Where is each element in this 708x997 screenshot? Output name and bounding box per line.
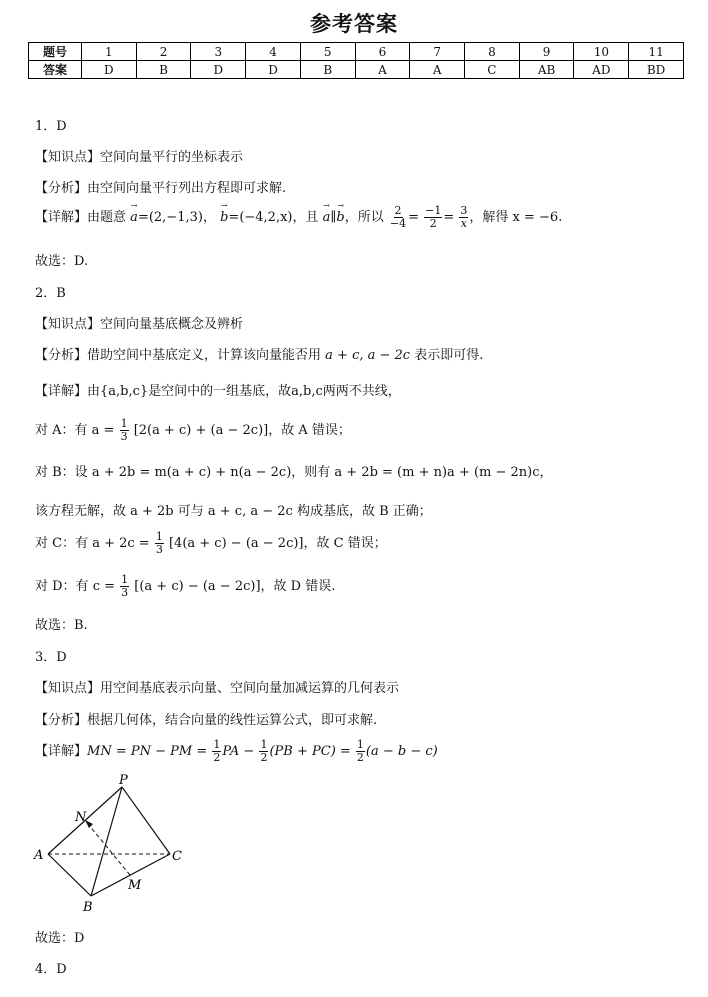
table-cell: D [246, 61, 301, 79]
table-cell: D [82, 61, 137, 79]
table-cell: BD [629, 61, 684, 79]
answer-table [28, 42, 684, 79]
q2-option-a: 对 A：有 a = $\frac{1}{3}$ [2(a + c) + (a − 2c)]，故 A 错误； [35, 417, 351, 443]
table-cell: 3 [191, 43, 246, 61]
label-m: M [128, 878, 142, 893]
table-cell: 9 [519, 43, 574, 61]
table-cell: B [300, 61, 355, 79]
q2-analysis: 【分析】借助空间中基底定义，计算该向量能否用 a + c, a − 2c 表示即可得. [35, 348, 484, 363]
fraction: $\frac{2}{-4}$ [389, 204, 407, 230]
fraction: $\frac{1}{2}$ [260, 738, 268, 764]
table-header-number: 题号 [29, 43, 82, 61]
q2-option-b: 对 B：设 a + 2b = m(a + c) + n(a − 2c)，则有 a + 2b = (m + n)a + (m − 2n)c， [35, 465, 553, 480]
table-cell: 7 [410, 43, 465, 61]
fraction: $\frac{3}{x}$ [460, 204, 468, 230]
table-row-numbers [29, 43, 684, 61]
q1-knowledge: 【知识点】空间向量平行的坐标表示 [35, 150, 244, 165]
q3-header: 3．D [35, 650, 67, 665]
table-cell: 1 [82, 43, 137, 61]
table-cell: 11 [629, 43, 684, 61]
table-cell: 6 [355, 43, 410, 61]
q2-option-d: 对 D：有 c = $\frac{1}{3}$ [(a + c) − (a − 2c)]，故 D 错误. [35, 573, 336, 599]
table-cell: AD [574, 61, 629, 79]
q4-header: 4．D [35, 962, 67, 977]
table-row-answers [29, 61, 684, 79]
table-cell: 8 [465, 43, 520, 61]
table-cell: A [355, 61, 410, 79]
table-cell: C [465, 61, 520, 79]
label-n: N [75, 810, 87, 825]
table-cell: A [410, 61, 465, 79]
table-cell: 4 [246, 43, 301, 61]
fraction: $\frac{1}{3}$ [120, 417, 128, 443]
tetrahedron-figure [33, 774, 193, 916]
q3-conclusion: 故选：D [35, 931, 85, 946]
table-cell: 5 [300, 43, 355, 61]
table-cell: 10 [574, 43, 629, 61]
fraction: $\frac{-1}{2}$ [425, 204, 442, 230]
fraction: $\frac{1}{3}$ [121, 573, 129, 599]
table-cell: B [136, 61, 191, 79]
label-a: A [34, 848, 44, 863]
q3-detail: 【详解】MN = PN − PM = $\frac{1}{2}$ PA − $\frac{1}{2}$ (PB + PC) = $\frac{1}{2}$ (a − b − c) [35, 738, 438, 764]
q1-detail: 【详解】由题意 → a=(2,−1,3)， → b=(−4,2,x)，且 → a∥→ b，所以 $\frac{2}{-4}$ = $\frac{-1}{2}$ = $\frac{3}{x}$ ，解得 x = −6. [35, 205, 562, 230]
q1-header: 1．D [35, 119, 67, 134]
q2-knowledge: 【知识点】空间向量基底概念及辨析 [35, 317, 244, 332]
q1-analysis: 【分析】由空间向量平行列出方程即可求解. [35, 181, 287, 196]
fraction: $\frac{1}{2}$ [213, 738, 221, 764]
q1-conclusion: 故选：D. [35, 254, 89, 269]
q2-option-b-cont: 该方程无解，故 a + 2b 可与 a + c, a − 2c 构成基底，故 B 正确； [35, 504, 432, 519]
table-cell: 2 [136, 43, 191, 61]
q2-option-c: 对 C：有 a + 2c = $\frac{1}{3}$ [4(a + c) − (a − 2c)]，故 C 错误； [35, 530, 387, 556]
label-p: P [119, 774, 128, 788]
table-cell: D [191, 61, 246, 79]
table-cell: AB [519, 61, 574, 79]
table-header-answer: 答案 [29, 61, 82, 79]
label-c: C [172, 849, 182, 864]
q2-detail: 【详解】由{a,b,c}是空间中的一组基底，故a,b,c两两不共线， [35, 384, 401, 399]
q3-knowledge: 【知识点】用空间基底表示向量、空间向量加减运算的几何表示 [35, 681, 400, 696]
q2-header: 2．B [35, 286, 66, 301]
q2-conclusion: 故选：B. [35, 618, 88, 633]
label-b: B [83, 900, 93, 915]
page-title: 参考答案 [310, 12, 398, 36]
fraction: $\frac{1}{3}$ [155, 530, 163, 556]
fraction: $\frac{1}{2}$ [356, 738, 364, 764]
q3-analysis: 【分析】根据几何体，结合向量的线性运算公式，即可求解. [35, 713, 378, 728]
